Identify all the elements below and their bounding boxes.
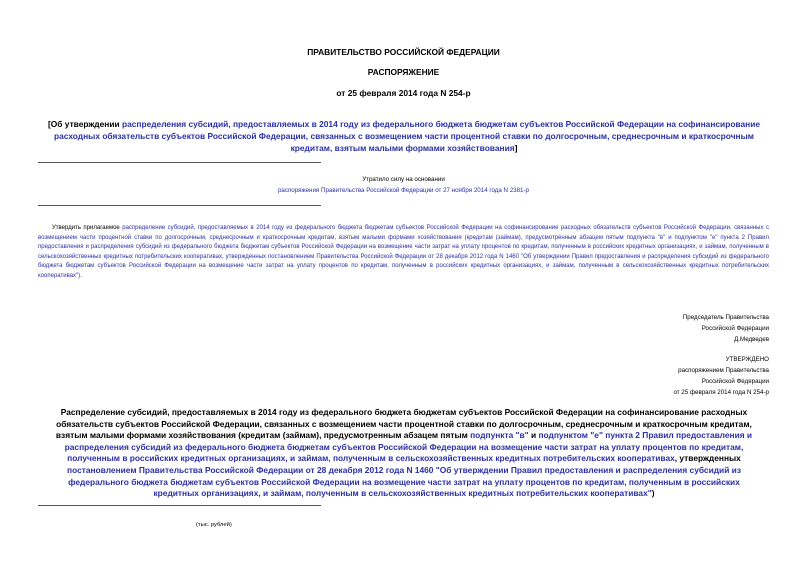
doc-date: от 25 февраля 2014 года N 254-р xyxy=(336,88,471,98)
lost-force-note: Утратило силу на основании xyxy=(362,176,445,183)
paragraph-text: Утвердить прилагаемое xyxy=(52,225,123,231)
approved-by-1: распоряжением Правительства xyxy=(678,367,769,374)
document-title xyxy=(48,118,760,154)
dist-link-3[interactable]: постановлением Правительства Российской Федерации от 28 декабря 2012 года N 1460 "Об утверждении Правил предоставления и распределения субсидий из федерального бюджета бюджетам субъектов Российской Федерации на возмещение части затрат на уплату процентов по кредитам, полученным в российских кредитных организациях, и займам, полученным в сельскохозяйственных кредитных потребительских кооперативах" xyxy=(67,464,741,499)
dist-text-1: Распределение субсидий, предоставляемых в 2014 году из федерального бюджета бюджетам субъектов Российской Федерации на софинансирование расходных обязательств субъектов Российской Федерации, связанных с возмещением части процентной ставки по долгосрочным, среднесрочным и краткосрочным кредитам, взятым малыми формами хозяйствования (кредитам (займам), предусмотренным абзацем пятым xyxy=(55,407,752,441)
title-open: [Об утверждении xyxy=(48,119,122,129)
approved-by-2: Российской Федерации xyxy=(701,378,769,385)
units-label: (тыс. рублей) xyxy=(196,522,232,528)
dist-link-2[interactable]: подпунктом "е" пункта 2 Правил предоставления и распределения субсидий из федерального бюджета бюджетам субъектов Российской Федерации на возмещение части затрат на уплату процентов по кредитам, полученным в российских кредитных организациях, и займам, полученным в сельскохозяйственных кредитных потребительских кооперативах xyxy=(64,430,753,464)
title-close: ] xyxy=(514,143,518,153)
doc-type: РАСПОРЯЖЕНИЕ xyxy=(367,67,440,77)
title-link[interactable]: распределения субсидий, предоставляемых в 2014 году из федерального бюджета бюджетам субъектов Российской Федерации на софинансирование расходных обязательств субъектов Российской Федерации, связанных с возмещением части процентной ставки по долгосрочным, среднесрочным и краткосрочным кредитам, взятым малыми формами хозяйствования xyxy=(54,119,760,153)
dist-link-1[interactable]: подпункта "в" xyxy=(470,430,529,441)
dist-text-3: , утвержденных xyxy=(674,453,741,464)
divider-bottom xyxy=(38,505,321,506)
approved-label: УТВЕРЖДЕНО xyxy=(725,356,769,363)
signature-position-1: Председатель Правительства xyxy=(682,314,769,321)
approved-date: от 25 февраля 2014 года N 254-р xyxy=(673,389,769,396)
signature-position-2: Российской Федерации xyxy=(701,325,769,332)
org-name: ПРАВИТЕЛЬСТВО РОССИЙСКОЙ ФЕДЕРАЦИИ xyxy=(307,47,500,57)
distribution-title xyxy=(54,407,754,500)
dist-text-2: и xyxy=(528,430,539,441)
divider-mid xyxy=(38,205,321,206)
paragraph-link[interactable]: распределение субсидий, предоставляемых в 2014 году из федерального бюджета бюджетам субъектов Российской Федерации на софинансирование расходных обязательств субъектов Российской Федерации, связанных с возмещением части процентной ставки по долгосрочным, среднесрочным и краткосрочным кредитам, взятым малыми формами хозяйствования (кредитам (займам), предусмотренным абзацем пятым подпункта "в" и подпунктом "е" пункта 2 Правил предоставления и распределения субсидий из федерального бюджета бюджетам субъектов Российской Федерации на возмещение части затрат на уплату процентов по кредитам, полученным в российских кредитных организациях, и займам, полученным в сельскохозяйственных кредитных потребительских кооперативах, утвержденных постановлением Правительства Российской Федерации от 28 декабря 2012 года N 1460 "Об утверждении Правил предоставления и распределения субсидий из федерального бюджета бюджетам субъектов Российской Федерации на возмещение части затрат на уплату процентов по кредитам, полученным в российских кредитных организациях, и займам, полученным в сельскохозяйственных кредитных потребительских кооперативах"). xyxy=(38,225,769,279)
dist-text-4: ) xyxy=(651,488,655,499)
signature-name: Д.Медведев xyxy=(734,336,769,343)
divider-top xyxy=(38,162,321,163)
main-paragraph xyxy=(38,224,769,282)
lost-force-link[interactable]: распоряжения Правительства Российской Федерации от 27 ноября 2014 года N 2381-р xyxy=(277,187,529,194)
